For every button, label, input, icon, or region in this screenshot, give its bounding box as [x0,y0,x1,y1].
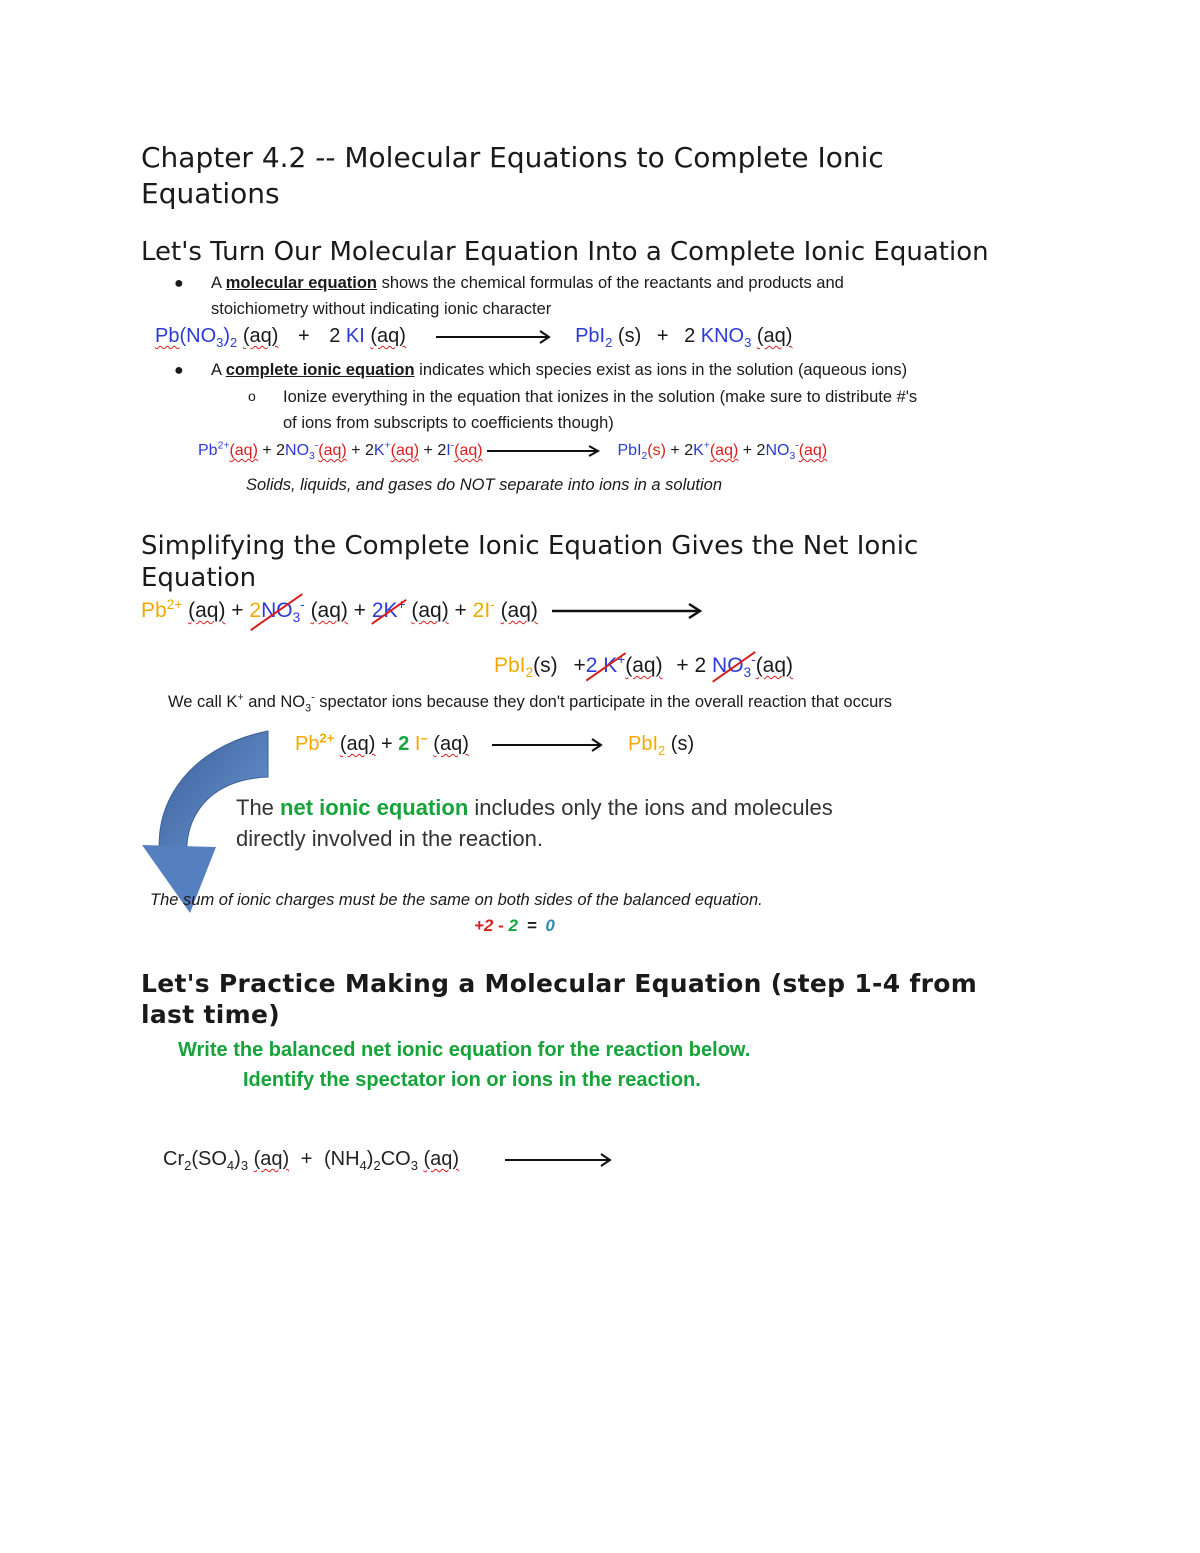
charge-note: The sum of ionic charges must be the same on both sides of the balanced equation. [150,891,763,909]
net-def-a: The [236,795,274,820]
ion-pb: $Pb^{2+}$ [198,440,230,459]
bullet-dot: ● [174,362,184,379]
complete-ionic-equation: $Pb^{2+}(aq) + 2NO_3^-(aq) + 2K^+(aq) + 2I^-(aq) PbI_2(s) + 2K^+(aq) + 2NO_3^-(aq)$ [198,440,828,463]
instruction-1: Write the balanced net ionic equation for the reaction below. [178,1039,751,1061]
page-title-text: Chapter 4.2 -- Molecular Equations to Complete Ionic Equations [141,141,884,210]
charge-b: 2 [508,916,518,935]
section2-heading-2: Equation [141,563,257,593]
eq-pb: Pb [155,325,180,347]
section1-heading: Let's Turn Our Molecular Equation Into a Complete Ionic Equation [141,237,989,267]
charge-eq: = [526,916,537,935]
charge-a: +2 [474,916,494,935]
ion-pbi2: PbI$_2$ [617,442,648,463]
arrow-icon [492,738,608,752]
eq-plus-2: + [656,325,669,347]
eq-s: (s) [617,325,642,347]
eq-coef-2: 2 [684,325,696,347]
bullet-1-term: molecular equation [225,274,377,292]
ion-i: I- [446,440,455,459]
net-def-line2: directly involved in the reaction. [236,826,543,851]
sub-bullet-line2: of ions from subscripts to coefficients though) [283,414,614,432]
eq-kno3: $KNO_3$ [700,325,752,350]
instruction-2: Identify the spectator ion or ions in the reaction. [243,1069,701,1091]
eq-aq-1: (aq) [242,325,279,347]
bullet-1-text [211,270,844,296]
sub-bullet-marker: o [248,388,256,404]
eq-ki: KI [345,325,365,347]
net-ionic-equation: $Pb^{2+}$ (aq) + 2 I– (aq) PbI$_2$ (s) [295,730,695,758]
bullet-2-rest: indicates which species exist as ions in the solution (aqueous ions) [419,361,908,379]
spectator-note: We call K+ and $NO_3^-$ spectator ions because they don't participate in the overall reaction that occurs [168,691,892,715]
ion-aq: (aq) [229,442,258,459]
arrow-icon [552,603,706,619]
arrow-icon [487,445,605,457]
spectator-a: We call K [168,693,238,711]
simplify-eq-right: PbI$_2$(s) +2 K+(aq) + 2 $NO_3^-(aq)$ [494,652,794,681]
arrow-icon [436,330,556,344]
ion-k: K+ [373,440,391,459]
net-def-term: net ionic equation [280,795,469,820]
bullet-1-line2: stoichiometry without indicating ionic character [211,300,552,318]
arrow-icon [505,1153,617,1167]
section3-heading-2: last time) [141,1000,280,1029]
eq-coef-1: 2 [329,325,341,347]
section2-heading-1: Simplifying the Complete Ionic Equation Gives the Net Ionic [141,531,919,561]
ion-no3: $NO_3^-$ [285,440,319,463]
molecular-equation [155,322,792,350]
spectator-b: and NO [248,693,306,711]
net-ionic-definition [236,792,833,854]
bullet-1 [174,270,184,297]
page-title [141,140,941,212]
bullet-dot: ● [174,275,184,292]
eq-aq-2: (aq) [370,325,406,347]
practice-equation: $Cr_2(SO_4)_3$ $(aq) + (NH_4)_2CO_3$ (aq) [163,1145,617,1173]
charge-calc [474,913,555,939]
section3-heading-1: Let's Practice Making a Molecular Equation (step 1-4 from [141,969,978,998]
bullet-1-prefix: A [211,274,222,292]
eq-aq-3: (aq) [756,325,793,347]
bullet-2 [174,357,184,384]
bullet-2-text [211,357,907,383]
eq-plus-1: + [297,325,310,347]
charge-minus: - [498,916,504,935]
bullet-2-term: complete ionic equation [225,361,415,379]
eq-pbi2: PbI$_2$ [575,325,613,350]
charge-c: 0 [545,916,555,935]
sub-bullet-line1: Ionize everything in the equation that ionizes in the solution (make sure to distribute #'s [283,388,918,406]
net-def-b: includes only the ions and molecules [474,795,833,820]
spectator-c: spectator ions because they don't participate in the overall reaction that occurs [319,693,892,711]
simplify-eq-left: $Pb^{2+}$ $(aq) + 2NO_3^-$ (aq) + 2K+ (aq) + 2I- (aq) [141,596,706,626]
eq-no3-a: $(NO_3)_2$ [179,325,238,350]
ions-note: Solids, liquids, and gases do NOT separate into ions in a solution [246,476,723,494]
bullet-2-prefix: A [211,361,222,379]
bullet-1-rest: shows the chemical formulas of the reactants and products and [381,274,844,292]
